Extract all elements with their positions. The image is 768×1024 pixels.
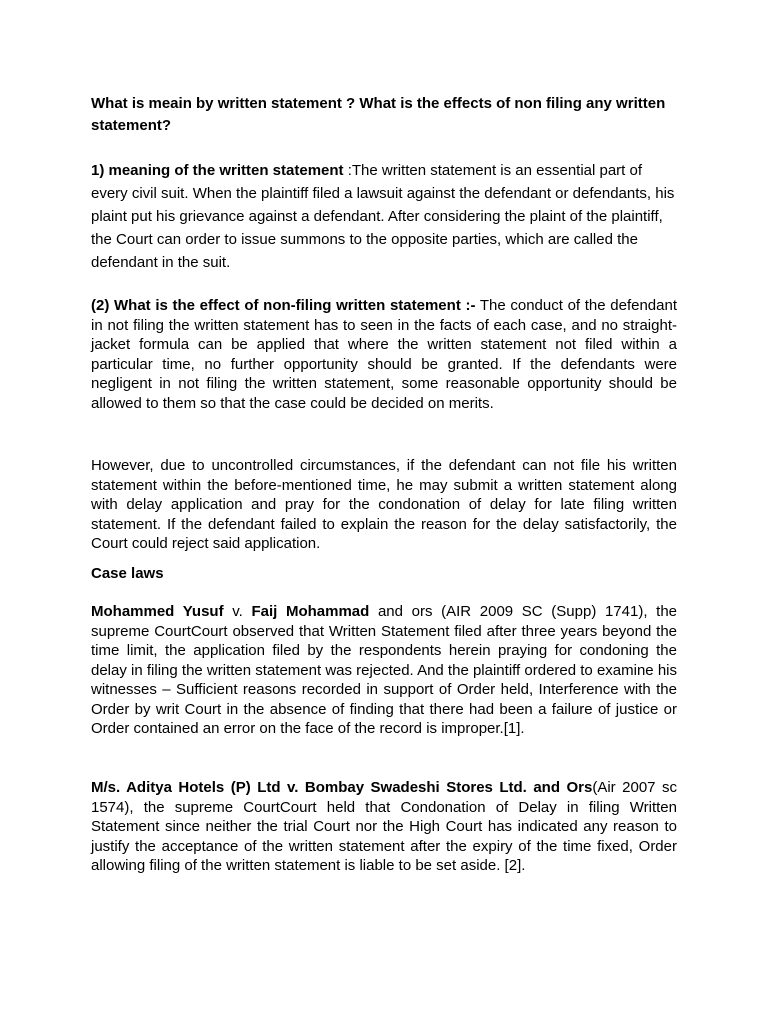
case-laws-heading: Case laws — [91, 565, 164, 582]
section-effect-text: The conduct of the defendant in not filing the written statement has to seen in the facts of each case, and no straight-jacket formula can be applied that where the written statement not filed within a particular time, no further opportunity should be granted. If the defendants were negligent in not filing the written statement, some reasonable opportunity should be allowed to them so that the case could be decided on merits. — [91, 297, 677, 412]
section-however-paragraph: However, due to uncontrolled circumstances, if the defendant can not file his written statement within the before-mentioned time, he may submit a written statement along with delay application and pray for the condonation of delay for late filing written statement. If the defendant failed to explain the reason for the delay satisfactorily, the Court could reject said application. — [91, 457, 677, 552]
case-law-2-parties: M/s. Aditya Hotels (P) Ltd v. Bombay Swadeshi Stores Ltd. and Ors — [91, 779, 593, 796]
case-law-1-party-2: Faij Mohammad — [251, 603, 370, 620]
document-title: What is meain by written statement ? What is the effects of non filing any written statement? — [91, 95, 666, 134]
case-law-1-text: and ors (AIR 2009 SC (Supp) 1741), the supreme CourtCourt observed that Written Statement filed after three years beyond the time limit, the application filed by the respondents herein praying for condoning the delay in filing the written statement was rejected. And the plaintiff ordered to examine his witnesses – Sufficient reasons recorded in support of Order held, Interference with the Order by writ Court in the absence of finding that there had been a failure of justice or Order contained an error on the face of the record is improper.[1]. — [91, 603, 677, 737]
section-meaning-heading: 1) meaning of the written statement — [91, 162, 344, 179]
section-effect-paragraph — [91, 296, 677, 413]
section-meaning-paragraph — [91, 159, 677, 274]
section-meaning-text: :The written statement is an essential part of every civil suit. When the plaintiff filed a lawsuit against the defendant or defendants, his plaint put his grievance against a defendant. After considering the plaint of the plaintiff, the Court can order to issue summons to the opposite parties, which are called the defendant in the suit. — [91, 162, 675, 271]
case-law-2-text: (Air 2007 sc 1574), the supreme CourtCourt held that Condonation of Delay in filing Written Statement since neither the trial Court nor the High Court has indicated any reason to justify the acceptance of the written statement after the expiry of the time fixed, Order allowing filing of the written statement is liable to be set aside. [2]. — [91, 779, 677, 874]
section-effect-heading: (2) What is the effect of non-filing written statement :- — [91, 297, 476, 314]
case-law-1-versus: v. — [223, 603, 252, 620]
case-law-1-party-1: Mohammed Yusuf — [91, 603, 224, 620]
case-law-1-paragraph — [91, 602, 677, 739]
case-law-2-paragraph — [91, 778, 677, 876]
